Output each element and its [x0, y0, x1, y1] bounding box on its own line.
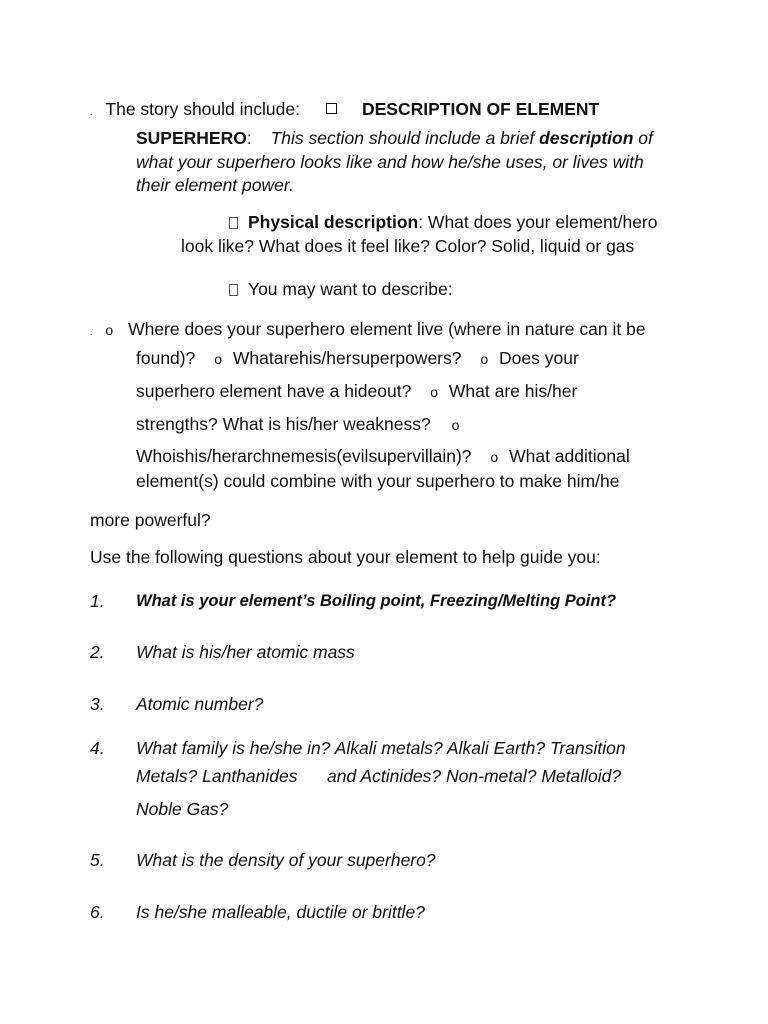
- describe-text: You may want to describe:: [248, 279, 453, 299]
- physical-line1: [229, 211, 658, 233]
- question-text: What is your element’s Boiling point, Freezing/Melting Point?: [136, 592, 617, 610]
- section-heading-part2: SUPERHERO: [136, 128, 247, 148]
- question-text: Is he/she malleable, ductile or brittle?: [136, 902, 425, 922]
- question-number: 5.: [90, 850, 105, 870]
- intro-desc-line2: what your superhero looks like and how he/she uses, or lives with: [136, 152, 644, 172]
- lead-marker: .: [90, 327, 93, 337]
- desc-post: of: [633, 128, 653, 148]
- bullet-text: What are his/her: [448, 381, 578, 401]
- bullet-box-icon: [229, 217, 238, 229]
- question-text: What is his/her atomic mass: [136, 642, 355, 662]
- bullet-o-icon: o: [214, 351, 223, 367]
- bullet-text: Whatarehis/hersuperpowers?: [232, 348, 462, 368]
- bullet-line1: [90, 318, 646, 343]
- bullet-line5: [136, 445, 630, 468]
- bullet-line7: more powerful?: [90, 510, 211, 530]
- bullet-line6: element(s) could combine with your superhero to make him/he: [136, 471, 620, 491]
- lead-marker: .: [90, 107, 93, 117]
- section-heading-part1: DESCRIPTION OF ELEMENT: [362, 99, 600, 119]
- bullet-text: found)?: [136, 348, 196, 368]
- bullet-text: What additional: [509, 446, 630, 466]
- bullet-text: Does your: [499, 348, 579, 368]
- describe-line: [229, 278, 453, 300]
- bullet-o-icon: o: [105, 322, 114, 338]
- bullet-o-icon: o: [480, 351, 489, 367]
- desc-bold: description: [539, 128, 634, 148]
- heading-colon: :: [246, 128, 252, 148]
- bullet-o-icon: o: [430, 384, 439, 400]
- question-number: 4.: [90, 738, 105, 758]
- desc-pre: This section should include a brief: [270, 128, 540, 148]
- guide-line: Use the following questions about your element to help guide you:: [90, 547, 601, 567]
- checkbox-icon: [326, 98, 337, 120]
- bullet-o-icon: o: [490, 449, 499, 465]
- physical-line2: look like? What does it feel like? Color? Solid, liquid or gas: [181, 236, 635, 256]
- bullet-text: Where does your superhero element live (where in nature can it be: [128, 319, 646, 339]
- intro-desc-line1: [136, 127, 653, 149]
- bullet-line2: [136, 347, 579, 370]
- question-text: Noble Gas?: [136, 799, 229, 819]
- question-text: Metals? Lanthanides: [136, 766, 298, 786]
- physical-label: Physical description: [248, 212, 419, 232]
- intro-line: [90, 98, 300, 123]
- question-text: and Actinides? Non-metal? Metalloid?: [327, 766, 622, 786]
- bullet-o-icon: o: [451, 417, 460, 433]
- intro-lead: The story should include:: [105, 99, 300, 119]
- question-number: 2.: [90, 642, 105, 662]
- physical-text: : What does your element/hero: [418, 212, 658, 232]
- question-number: 6.: [90, 902, 105, 922]
- question-number: 1.: [90, 591, 105, 611]
- question-text: Atomic number?: [136, 694, 264, 714]
- question-text: What family is he/she in? Alkali metals? Alkali Earth? Transition: [136, 738, 626, 758]
- bullet-line3: [136, 380, 577, 403]
- bullet-box-icon: [229, 284, 238, 296]
- bullet-text: superhero element have a hideout?: [136, 381, 412, 401]
- intro-desc-line3: their element power.: [136, 175, 294, 195]
- bullet-line4: [136, 413, 465, 436]
- question-text: What is the density of your superhero?: [136, 850, 436, 870]
- question-number: 3.: [90, 694, 105, 714]
- bullet-text: strengths? What is his/her weakness?: [136, 414, 431, 434]
- bullet-text: Whoishis/herarchnemesis(evilsupervillain)?: [136, 446, 472, 466]
